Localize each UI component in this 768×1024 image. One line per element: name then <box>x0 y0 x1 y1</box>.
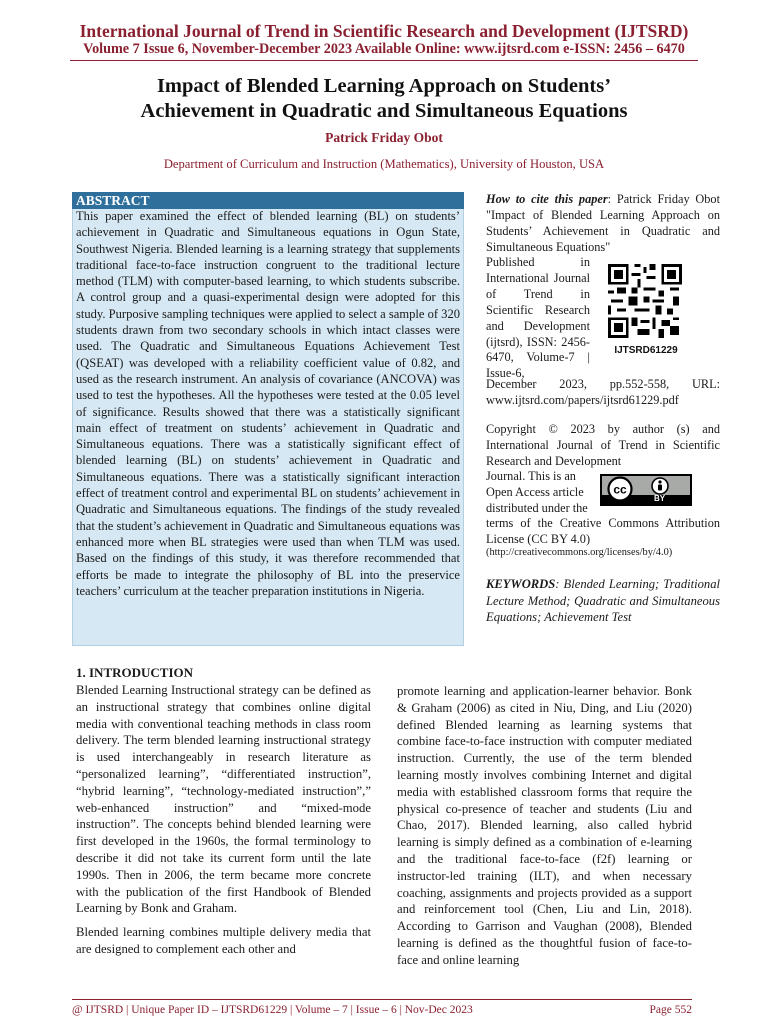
body-paragraph: Blended learning combines multiple delivery media that are designed to complement each other and <box>76 925 371 956</box>
citation-text-top: : Patrick Friday Obot "Impact of Blended Learning Approach on Students’ Achievement in Quadratic and Simultaneous Equations" <box>486 192 720 254</box>
citation-block <box>486 192 720 256</box>
title-line-1: Impact of Blended Learning Approach on Students’ <box>156 75 612 97</box>
qr-code-icon <box>608 264 682 338</box>
footer-divider <box>72 999 692 1000</box>
keywords-block <box>486 576 720 626</box>
header-divider <box>70 60 698 61</box>
citation-text-narrow: Published in International Journal of Trend in Scientific Research and Development (ijtsrd), ISSN: 2456-6470, Volume-7 | Issue-6, <box>486 255 590 381</box>
page-number: Page 552 <box>649 1004 692 1016</box>
keywords-text: : Blended Learning; Traditional Lecture Method; Quadratic and Simultaneous Equations; Achievement Test <box>486 577 720 624</box>
copyright-text-top: Copyright © 2023 by author (s) and International Journal of Trend in Scientific Research and Development <box>486 422 720 468</box>
section-heading-introduction: 1. INTRODUCTION <box>76 665 194 680</box>
journal-name: International Journal of Trend in Scientific Research and Development (IJTSRD) <box>79 21 689 41</box>
citation-text-full: December 2023, pp.552-558, URL: www.ijtsrd.com/papers/ijtsrd61229.pdf <box>486 377 720 407</box>
qr-code-label: IJTSRD61229 <box>614 345 678 356</box>
body-paragraph: promote learning and application-learner behavior. Bonk & Graham (2006) as cited in Niu, Ding, and Liu (2020) defined Blended learning as learning systems that combine face-to-face instruction with computer mediated instruction. Currently, the use of the term blended learning mostly involves combining Internet and digital media with established classroom forms that require the physical co-presence of teacher and students (Liu and Chao, 2017). Blended learning, also called hybrid learning is simply defined as a combination of e-learning and the traditional face-to-face (f2f) learning or instructor-led training (ILT), and when necessary coaching, assignments and projects provided as a support and reinforcement tool (Chen, Liu and Lin, 2018). According to Garrison and Vaughan (2008), Blended learning is defined as the thoughtful fusion of face-to-face and online learning <box>397 684 692 967</box>
body-paragraph: Blended Learning Instructional strategy can be defined as an instructional strategy that combines online digital media with conventional teaching methods in class room delivery. The term blended learning instructional strategy is used interchangeably in research literature as “personalized learning”, “differentiated instruction”, “hybrid learning”, “technology-mediated instruction”,” web-enhanced instruction” and “mixed-mode instruction”. The concepts behind blended learning were first developed in the 1960s, the formal terminology to describe it did not take its current form until the late 1990s. Then in 2006, the term became more concrete with the publication of the first Handbook of Blended Learning by Bonk and Graham. <box>76 683 371 916</box>
body-column-left <box>76 664 371 958</box>
author-name: Patrick Friday Obot <box>325 130 443 145</box>
cc-by-label: BY <box>654 494 666 503</box>
paper-title <box>60 74 708 124</box>
body-column-right <box>397 683 692 969</box>
svg-text:cc: cc <box>613 482 627 497</box>
footer-info: @ IJTSRD | Unique Paper ID – IJTSRD61229 | Volume – 7 | Issue – 6 | Nov-Dec 2023 <box>72 1004 473 1016</box>
copyright-text-narrow: Journal. This is an Open Access article distributed under the <box>486 469 588 515</box>
cc-by-license-icon <box>600 474 692 506</box>
abstract-text: This paper examined the effect of blended learning (BL) on students’ achievement in Quadratic and Simultaneous equations in Ogun State, Southwest Nigeria. Blended learning is a learning strategy that supplements traditional face-to-face instruction congruent to the traditional lecture method (TLM) with computer-based learning, to which students subscribe. A control group and a quasi-experimental design were adopted for this study. Purposive sampling techniques were applied to select a sample of 320 students drawn from two secondary schools in which intact classes were used. The Quadratic and Simultaneous Equations Achievement Test (QSEAT) was developed with a reliability coefficient value of 0.82, and used as the research instrument. An analysis of covariance (ANCOVA) was used to test the hypotheses. All the hypotheses were tested at the 0.05 level of significance. Results showed that there was a statistically significant main effect of treatment on students’ achievement in Quadratic and Simultaneous equations. There was a statistically significant effect of blended learning (BL) on students’ achievement in Quadratic and Simultaneous equations. There was a statistically significant interaction effect of treatment control and experimental BL on students’ achievement in Quadratic and Simultaneous equations. The findings of the study revealed that the student’s achievement in Quadratic and Simultaneous equations was enhanced more when BL strategies were used than when TLM was used. Based on the findings of this study, it was therefore recommended that efforts be made to integrate the philosophy of BL into the preservice teachers’ curriculum at the teacher preparation institutions in Nigeria. <box>76 209 460 598</box>
title-line-2: Achievement in Quadratic and Simultaneous Equations <box>140 100 628 122</box>
citation-label: How to cite this paper <box>486 192 608 206</box>
copyright-text-full: terms of the Creative Commons Attribution License (CC BY 4.0) <box>486 516 720 546</box>
license-url[interactable]: (http://creativecommons.org/licenses/by/4.0) <box>486 547 673 558</box>
volume-line: Volume 7 Issue 6, November-December 2023 Available Online: www.ijtsrd.com e-ISSN: 2456 – 6470 <box>83 41 685 57</box>
author-affiliation: Department of Curriculum and Instruction (Mathematics), University of Houston, USA <box>163 157 605 171</box>
keywords-label: KEYWORDS <box>486 577 556 591</box>
abstract-heading: ABSTRACT <box>72 192 464 209</box>
